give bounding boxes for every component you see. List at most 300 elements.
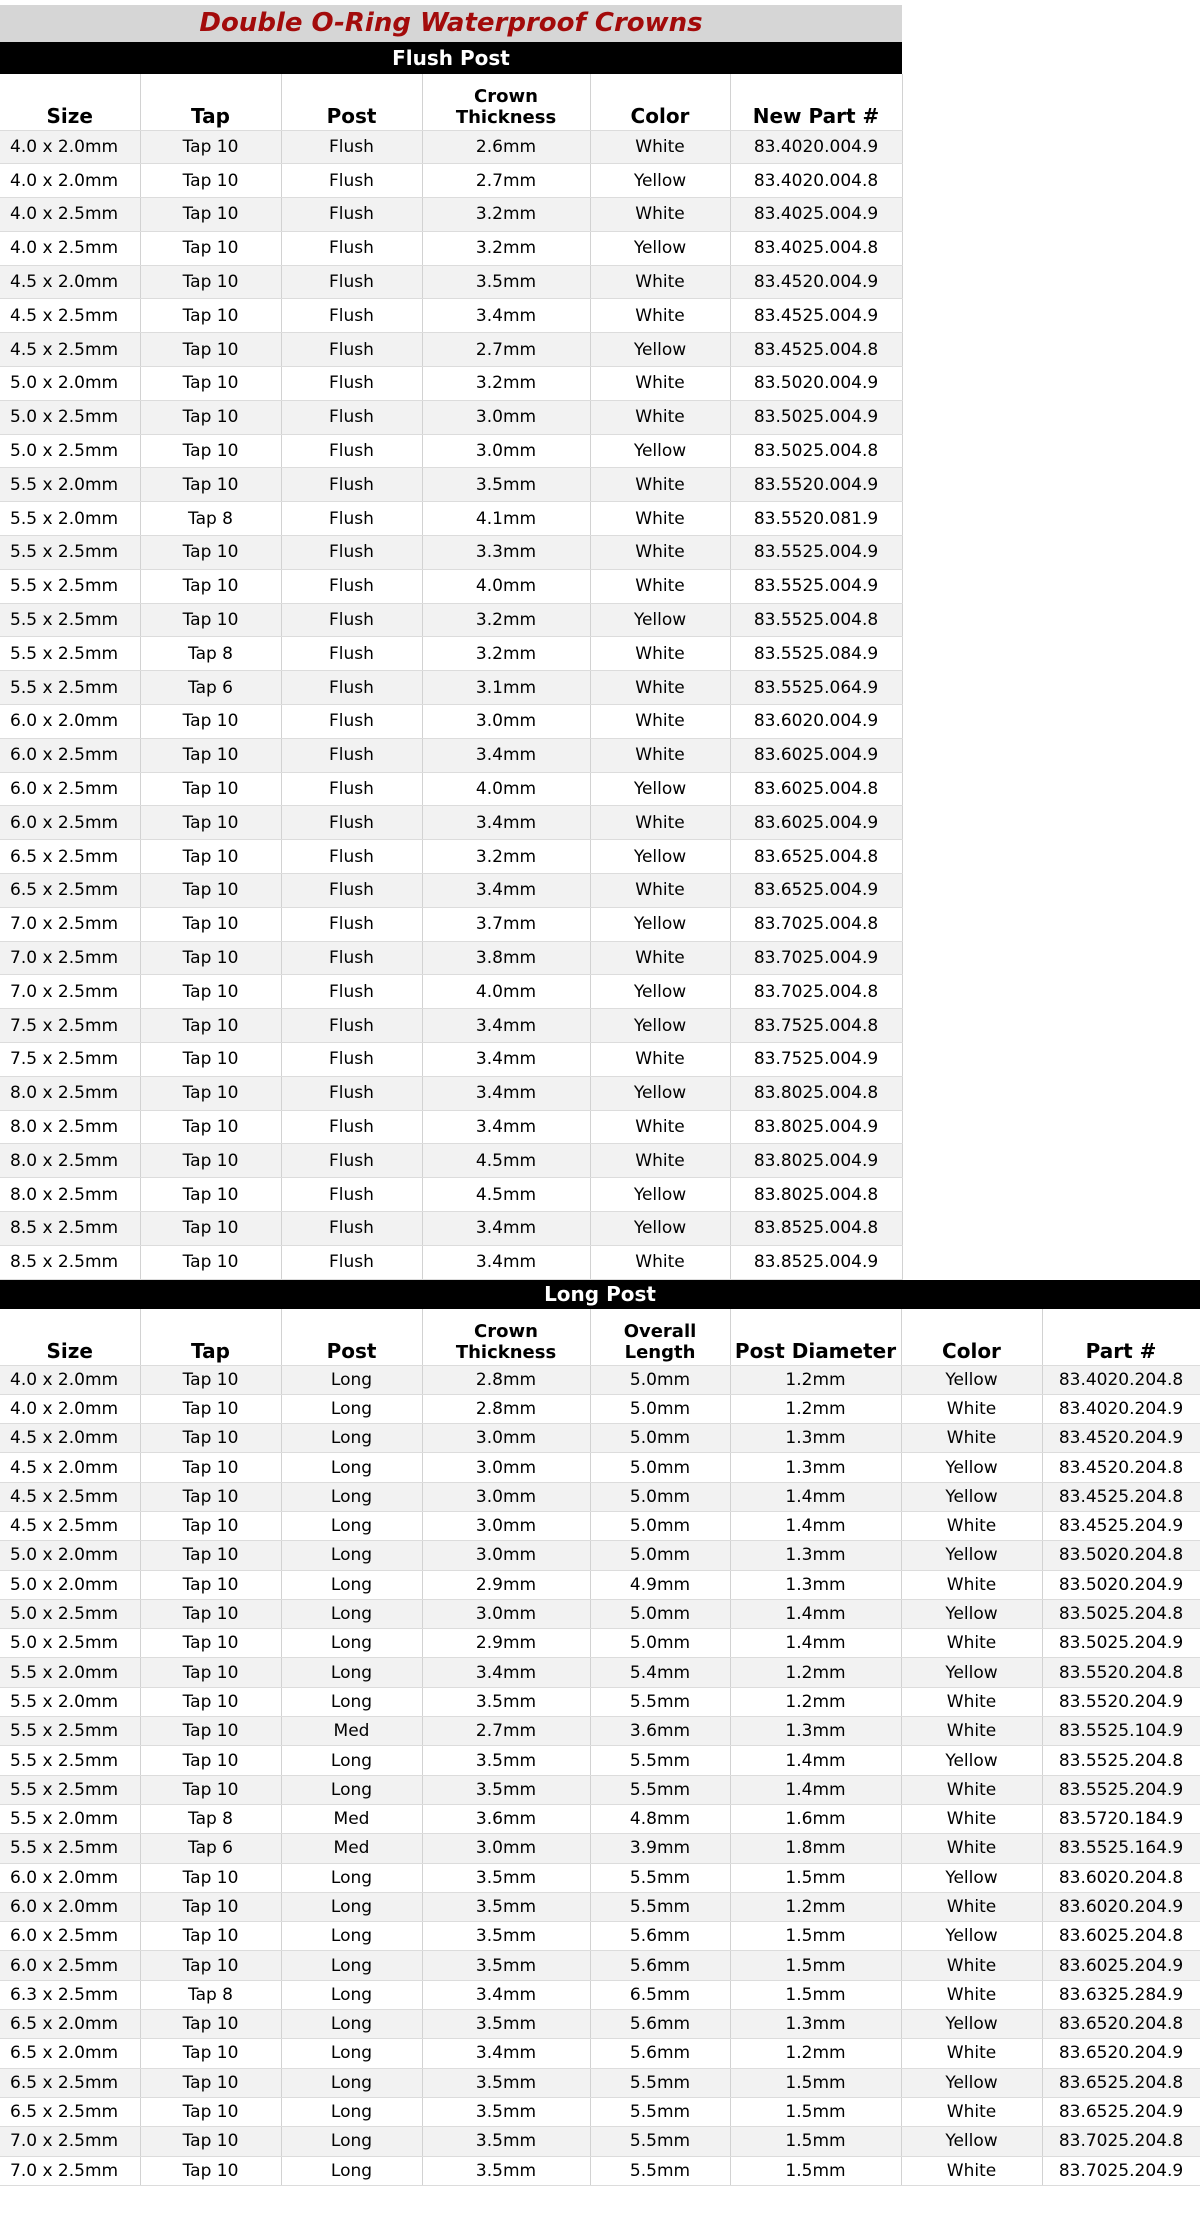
table-cell: 5.0 x 2.5mm <box>0 1629 140 1658</box>
table-row <box>0 1009 902 1043</box>
table-row <box>0 1629 1200 1658</box>
table-cell: 1.2mm <box>730 1658 901 1687</box>
flush-column-header: Size <box>0 74 140 130</box>
table-row <box>0 705 902 739</box>
table-row <box>0 603 902 637</box>
table-cell: Tap 10 <box>140 1863 281 1892</box>
table-row <box>0 671 902 705</box>
table-row <box>0 1892 1200 1921</box>
table-cell: Tap 10 <box>140 569 281 603</box>
table-cell: 6.0 x 2.0mm <box>0 1863 140 1892</box>
table-cell: 3.3mm <box>422 536 590 570</box>
table-cell: 6.5 x 2.0mm <box>0 2039 140 2068</box>
table-cell: 3.4mm <box>422 1212 590 1246</box>
table-cell: 3.4mm <box>422 806 590 840</box>
table-cell: White <box>901 1980 1042 2009</box>
table-row <box>0 2097 1200 2126</box>
table-cell: 83.5525.064.9 <box>730 671 902 705</box>
table-cell: Flush <box>281 400 422 434</box>
table-cell: 3.4mm <box>422 2039 590 2068</box>
table-cell: 3.1mm <box>422 671 590 705</box>
table-cell: 4.0 x 2.0mm <box>0 1365 140 1394</box>
table-cell: 4.5 x 2.5mm <box>0 1511 140 1540</box>
table-cell: Yellow <box>590 1076 730 1110</box>
table-cell: 1.5mm <box>730 2097 901 2126</box>
table-cell: Tap 10 <box>140 434 281 468</box>
table-cell: 1.2mm <box>730 1365 901 1394</box>
table-cell: 5.5 x 2.0mm <box>0 468 140 502</box>
table-cell: Flush <box>281 1245 422 1279</box>
table-cell: 6.0 x 2.5mm <box>0 772 140 806</box>
table-cell: 83.6325.284.9 <box>1042 1980 1200 2009</box>
table-cell: 3.5mm <box>422 2156 590 2185</box>
table-cell: 3.4mm <box>422 1110 590 1144</box>
table-row <box>0 772 902 806</box>
table-cell: Med <box>281 1717 422 1746</box>
table-cell: 83.5025.004.9 <box>730 400 902 434</box>
table-cell: Tap 8 <box>140 637 281 671</box>
table-cell: 5.0mm <box>590 1599 730 1628</box>
table-cell: 83.4520.204.9 <box>1042 1424 1200 1453</box>
table-cell: Yellow <box>901 1599 1042 1628</box>
table-cell: 3.5mm <box>422 1892 590 1921</box>
table-cell: 1.5mm <box>730 1863 901 1892</box>
table-cell: Long <box>281 2156 422 2185</box>
table-cell: 4.9mm <box>590 1570 730 1599</box>
table-cell: Long <box>281 1570 422 1599</box>
table-cell: 83.6525.204.8 <box>1042 2068 1200 2097</box>
table-cell: Yellow <box>590 333 730 367</box>
table-row <box>0 265 902 299</box>
table-row <box>0 2156 1200 2185</box>
table-row <box>0 400 902 434</box>
table-cell: White <box>590 941 730 975</box>
table-cell: 83.4020.204.8 <box>1042 1365 1200 1394</box>
table-cell: White <box>901 1394 1042 1423</box>
table-cell: 83.5520.204.9 <box>1042 1687 1200 1716</box>
table-cell: Flush <box>281 536 422 570</box>
table-cell: 1.3mm <box>730 1541 901 1570</box>
flush-column-header: Tap <box>140 74 281 130</box>
table-cell: 4.0 x 2.0mm <box>0 164 140 198</box>
table-cell: 3.5mm <box>422 1746 590 1775</box>
table-cell: 2.7mm <box>422 1717 590 1746</box>
table-cell: Tap 10 <box>140 130 281 164</box>
table-cell: 83.4520.004.9 <box>730 265 902 299</box>
table-cell: White <box>901 2156 1042 2185</box>
table-cell: Tap 10 <box>140 2127 281 2156</box>
table-cell: 5.5mm <box>590 1687 730 1716</box>
table-cell: 83.4525.204.8 <box>1042 1482 1200 1511</box>
table-row <box>0 1980 1200 2009</box>
table-cell: 83.5525.104.9 <box>1042 1717 1200 1746</box>
table-cell: Flush <box>281 907 422 941</box>
table-cell: Long <box>281 1629 422 1658</box>
table-cell: 3.0mm <box>422 1453 590 1482</box>
table-cell: 3.5mm <box>422 2068 590 2097</box>
table-cell: Yellow <box>590 975 730 1009</box>
table-cell: 3.2mm <box>422 367 590 401</box>
table-row <box>0 2127 1200 2156</box>
table-cell: Yellow <box>590 1178 730 1212</box>
table-cell: 5.5 x 2.0mm <box>0 1687 140 1716</box>
table-cell: 83.4525.204.9 <box>1042 1511 1200 1540</box>
table-row <box>0 637 902 671</box>
table-row <box>0 1687 1200 1716</box>
table-cell: 4.5mm <box>422 1144 590 1178</box>
table-cell: Tap 10 <box>140 907 281 941</box>
document-title: Double O-Ring Waterproof Crowns <box>199 8 703 38</box>
table-cell: Tap 10 <box>140 333 281 367</box>
table-cell: Flush <box>281 434 422 468</box>
table-cell: Flush <box>281 198 422 232</box>
table-row <box>0 941 902 975</box>
table-cell: 5.5mm <box>590 1775 730 1804</box>
table-cell: Yellow <box>590 772 730 806</box>
table-cell: 83.7525.004.9 <box>730 1043 902 1077</box>
table-cell: Tap 10 <box>140 1245 281 1279</box>
table-cell: 3.6mm <box>422 1804 590 1833</box>
table-cell: 8.0 x 2.5mm <box>0 1110 140 1144</box>
table-cell: 5.5 x 2.5mm <box>0 536 140 570</box>
table-row <box>0 1834 1200 1863</box>
table-cell: White <box>590 569 730 603</box>
table-cell: 83.5520.004.9 <box>730 468 902 502</box>
table-cell: Flush <box>281 806 422 840</box>
table-cell: 83.6020.204.8 <box>1042 1863 1200 1892</box>
table-row <box>0 1212 902 1246</box>
table-cell: White <box>590 198 730 232</box>
table-cell: Long <box>281 2039 422 2068</box>
table-cell: 3.5mm <box>422 2127 590 2156</box>
table-cell: 1.5mm <box>730 2068 901 2097</box>
table-cell: 3.4mm <box>422 1245 590 1279</box>
table-cell: Tap 10 <box>140 2010 281 2039</box>
table-cell: Long <box>281 1424 422 1453</box>
table-row <box>0 806 902 840</box>
table-cell: Flush <box>281 502 422 536</box>
table-cell: 83.5520.081.9 <box>730 502 902 536</box>
table-row <box>0 1365 1200 1394</box>
table-cell: Flush <box>281 1043 422 1077</box>
table-row <box>0 1599 1200 1628</box>
table-cell: 5.5mm <box>590 1863 730 1892</box>
document-title-bar <box>0 5 902 42</box>
table-cell: Flush <box>281 975 422 1009</box>
long-post-table <box>0 1309 1200 2186</box>
table-cell: Tap 10 <box>140 2068 281 2097</box>
table-cell: Tap 10 <box>140 1511 281 1540</box>
flush-post-section-label: Flush Post <box>392 46 510 70</box>
table-row <box>0 569 902 603</box>
table-cell: 83.5525.204.8 <box>1042 1746 1200 1775</box>
table-cell: Yellow <box>901 1863 1042 1892</box>
table-cell: 1.3mm <box>730 1570 901 1599</box>
table-cell: 1.5mm <box>730 1922 901 1951</box>
table-cell: 8.0 x 2.5mm <box>0 1178 140 1212</box>
table-cell: 83.6520.204.9 <box>1042 2039 1200 2068</box>
table-cell: White <box>590 1110 730 1144</box>
table-cell: Tap 10 <box>140 1453 281 1482</box>
table-cell: 3.0mm <box>422 400 590 434</box>
table-row <box>0 130 902 164</box>
table-cell: 83.8525.004.9 <box>730 1245 902 1279</box>
table-cell: 5.0mm <box>590 1482 730 1511</box>
table-cell: 3.4mm <box>422 1980 590 2009</box>
table-cell: 83.4020.004.9 <box>730 130 902 164</box>
table-cell: 3.0mm <box>422 1599 590 1628</box>
table-cell: 83.8025.004.8 <box>730 1076 902 1110</box>
table-cell: 6.3 x 2.5mm <box>0 1980 140 2009</box>
table-cell: 83.4520.204.8 <box>1042 1453 1200 1482</box>
table-cell: Yellow <box>901 1541 1042 1570</box>
table-cell: Long <box>281 2127 422 2156</box>
table-row <box>0 1541 1200 1570</box>
table-row <box>0 975 902 1009</box>
table-row <box>0 333 902 367</box>
table-cell: 3.5mm <box>422 1863 590 1892</box>
table-cell: White <box>901 1717 1042 1746</box>
table-cell: Long <box>281 1511 422 1540</box>
table-cell: 7.5 x 2.5mm <box>0 1043 140 1077</box>
table-cell: 3.5mm <box>422 265 590 299</box>
table-cell: Yellow <box>590 231 730 265</box>
table-cell: 3.2mm <box>422 603 590 637</box>
table-row <box>0 1717 1200 1746</box>
table-cell: Tap 10 <box>140 1394 281 1423</box>
table-cell: 2.9mm <box>422 1629 590 1658</box>
table-cell: 5.0mm <box>590 1424 730 1453</box>
long-post-section-header <box>0 1280 1200 1309</box>
table-cell: 5.0 x 2.0mm <box>0 367 140 401</box>
table-row <box>0 1394 1200 1423</box>
table-cell: 8.0 x 2.5mm <box>0 1076 140 1110</box>
table-cell: 2.6mm <box>422 130 590 164</box>
table-cell: 83.6525.204.9 <box>1042 2097 1200 2126</box>
table-cell: Flush <box>281 603 422 637</box>
table-cell: 83.5020.204.8 <box>1042 1541 1200 1570</box>
table-cell: Flush <box>281 738 422 772</box>
table-cell: Long <box>281 1394 422 1423</box>
table-cell: Yellow <box>590 603 730 637</box>
table-cell: 6.5mm <box>590 1980 730 2009</box>
table-cell: 5.0 x 2.0mm <box>0 1541 140 1570</box>
table-row <box>0 1424 1200 1453</box>
table-cell: 6.5 x 2.5mm <box>0 840 140 874</box>
table-cell: White <box>590 367 730 401</box>
table-cell: Long <box>281 1775 422 1804</box>
table-row <box>0 2010 1200 2039</box>
table-cell: 1.4mm <box>730 1746 901 1775</box>
table-cell: Tap 10 <box>140 1746 281 1775</box>
table-cell: 5.5mm <box>590 2156 730 2185</box>
table-cell: 83.6025.204.8 <box>1042 1922 1200 1951</box>
table-row <box>0 1482 1200 1511</box>
table-cell: 83.5525.204.9 <box>1042 1775 1200 1804</box>
table-cell: White <box>590 130 730 164</box>
table-cell: Tap 10 <box>140 1076 281 1110</box>
table-row <box>0 2068 1200 2097</box>
table-cell: Yellow <box>590 434 730 468</box>
table-cell: Long <box>281 1453 422 1482</box>
table-cell: White <box>901 1424 1042 1453</box>
table-cell: 5.0 x 2.5mm <box>0 434 140 468</box>
table-cell: Yellow <box>901 1746 1042 1775</box>
table-cell: Tap 10 <box>140 1687 281 1716</box>
table-cell: 3.5mm <box>422 468 590 502</box>
table-cell: 83.6525.004.9 <box>730 874 902 908</box>
long-column-header: Size <box>0 1309 140 1365</box>
table-cell: White <box>590 299 730 333</box>
table-cell: 3.4mm <box>422 1076 590 1110</box>
table-row <box>0 198 902 232</box>
table-cell: Flush <box>281 705 422 739</box>
table-cell: Tap 10 <box>140 265 281 299</box>
table-cell: 83.5525.004.9 <box>730 536 902 570</box>
table-cell: 83.5025.004.8 <box>730 434 902 468</box>
table-cell: Tap 10 <box>140 1599 281 1628</box>
table-row <box>0 434 902 468</box>
table-row <box>0 1570 1200 1599</box>
table-cell: 5.4mm <box>590 1658 730 1687</box>
table-cell: Yellow <box>590 840 730 874</box>
long-column-header: Tap <box>140 1309 281 1365</box>
table-cell: Flush <box>281 164 422 198</box>
table-cell: 3.5mm <box>422 2010 590 2039</box>
table-cell: Flush <box>281 1110 422 1144</box>
flush-column-header: Crown Thickness <box>422 74 590 130</box>
table-cell: 1.4mm <box>730 1599 901 1628</box>
table-cell: 6.0 x 2.5mm <box>0 806 140 840</box>
table-cell: Tap 6 <box>140 1834 281 1863</box>
table-cell: 3.2mm <box>422 198 590 232</box>
table-cell: 83.8025.004.9 <box>730 1110 902 1144</box>
table-cell: 5.5 x 2.0mm <box>0 1658 140 1687</box>
table-cell: Yellow <box>590 1009 730 1043</box>
table-cell: 3.2mm <box>422 231 590 265</box>
table-cell: Tap 10 <box>140 1365 281 1394</box>
table-cell: 4.8mm <box>590 1804 730 1833</box>
table-cell: 1.4mm <box>730 1629 901 1658</box>
table-cell: 3.5mm <box>422 2097 590 2126</box>
table-cell: 3.5mm <box>422 1775 590 1804</box>
table-cell: 3.5mm <box>422 1951 590 1980</box>
table-cell: 2.8mm <box>422 1394 590 1423</box>
table-cell: 3.0mm <box>422 1834 590 1863</box>
table-cell: Long <box>281 1482 422 1511</box>
table-cell: White <box>590 874 730 908</box>
table-cell: 3.0mm <box>422 1541 590 1570</box>
long-post-section-label: Long Post <box>544 1282 656 1306</box>
table-cell: 5.6mm <box>590 1951 730 1980</box>
table-cell: 4.5 x 2.0mm <box>0 265 140 299</box>
table-cell: Tap 10 <box>140 1178 281 1212</box>
table-cell: Flush <box>281 1009 422 1043</box>
table-cell: Yellow <box>901 2068 1042 2097</box>
table-cell: Med <box>281 1834 422 1863</box>
table-cell: White <box>590 1245 730 1279</box>
table-cell: 83.8025.004.9 <box>730 1144 902 1178</box>
table-cell: 4.5 x 2.0mm <box>0 1424 140 1453</box>
table-row <box>0 1804 1200 1833</box>
table-cell: 5.5 x 2.5mm <box>0 1717 140 1746</box>
table-cell: White <box>901 1570 1042 1599</box>
table-cell: Tap 10 <box>140 1570 281 1599</box>
table-cell: 1.2mm <box>730 2039 901 2068</box>
table-row <box>0 1076 902 1110</box>
table-cell: Tap 10 <box>140 299 281 333</box>
table-cell: 7.0 x 2.5mm <box>0 975 140 1009</box>
table-cell: 5.5 x 2.5mm <box>0 1834 140 1863</box>
table-cell: Flush <box>281 231 422 265</box>
table-cell: Tap 10 <box>140 738 281 772</box>
table-cell: 5.5 x 2.5mm <box>0 637 140 671</box>
table-cell: 1.3mm <box>730 1453 901 1482</box>
table-cell: 1.2mm <box>730 1687 901 1716</box>
table-cell: 4.0 x 2.5mm <box>0 231 140 265</box>
table-cell: 1.4mm <box>730 1511 901 1540</box>
table-cell: 3.4mm <box>422 874 590 908</box>
table-cell: Flush <box>281 874 422 908</box>
table-cell: Long <box>281 2068 422 2097</box>
table-cell: Tap 10 <box>140 1717 281 1746</box>
table-cell: Tap 10 <box>140 400 281 434</box>
table-cell: 5.5mm <box>590 1892 730 1921</box>
table-cell: White <box>901 1892 1042 1921</box>
table-cell: 3.8mm <box>422 941 590 975</box>
table-cell: Tap 10 <box>140 1212 281 1246</box>
table-cell: White <box>590 705 730 739</box>
table-cell: 2.8mm <box>422 1365 590 1394</box>
table-cell: White <box>590 265 730 299</box>
table-cell: 4.0 x 2.0mm <box>0 1394 140 1423</box>
table-cell: Flush <box>281 840 422 874</box>
table-cell: 6.0 x 2.5mm <box>0 738 140 772</box>
table-cell: Tap 10 <box>140 941 281 975</box>
table-cell: 4.5 x 2.5mm <box>0 333 140 367</box>
table-cell: White <box>901 1511 1042 1540</box>
table-cell: 83.5525.004.9 <box>730 569 902 603</box>
table-cell: 1.4mm <box>730 1482 901 1511</box>
table-cell: 5.5mm <box>590 2127 730 2156</box>
table-cell: Tap 10 <box>140 1424 281 1453</box>
table-cell: Long <box>281 1365 422 1394</box>
table-cell: Tap 8 <box>140 1804 281 1833</box>
table-cell: Yellow <box>901 2010 1042 2039</box>
table-cell: 5.6mm <box>590 2039 730 2068</box>
long-column-header: Crown Thickness <box>422 1309 590 1365</box>
table-cell: White <box>590 1043 730 1077</box>
table-cell: 3.0mm <box>422 1424 590 1453</box>
table-cell: 83.4025.004.9 <box>730 198 902 232</box>
table-cell: 83.5020.004.9 <box>730 367 902 401</box>
table-cell: White <box>590 738 730 772</box>
table-cell: 1.5mm <box>730 2156 901 2185</box>
table-cell: 83.7025.004.8 <box>730 907 902 941</box>
table-cell: Tap 10 <box>140 1775 281 1804</box>
table-cell: Flush <box>281 941 422 975</box>
table-row <box>0 1922 1200 1951</box>
table-cell: 83.8025.004.8 <box>730 1178 902 1212</box>
table-cell: 3.5mm <box>422 1922 590 1951</box>
table-cell: 83.6525.004.8 <box>730 840 902 874</box>
table-cell: 3.2mm <box>422 637 590 671</box>
table-cell: 83.7025.204.8 <box>1042 2127 1200 2156</box>
table-row <box>0 367 902 401</box>
table-row <box>0 1144 902 1178</box>
table-cell: 5.5mm <box>590 2068 730 2097</box>
table-cell: 83.4020.004.8 <box>730 164 902 198</box>
